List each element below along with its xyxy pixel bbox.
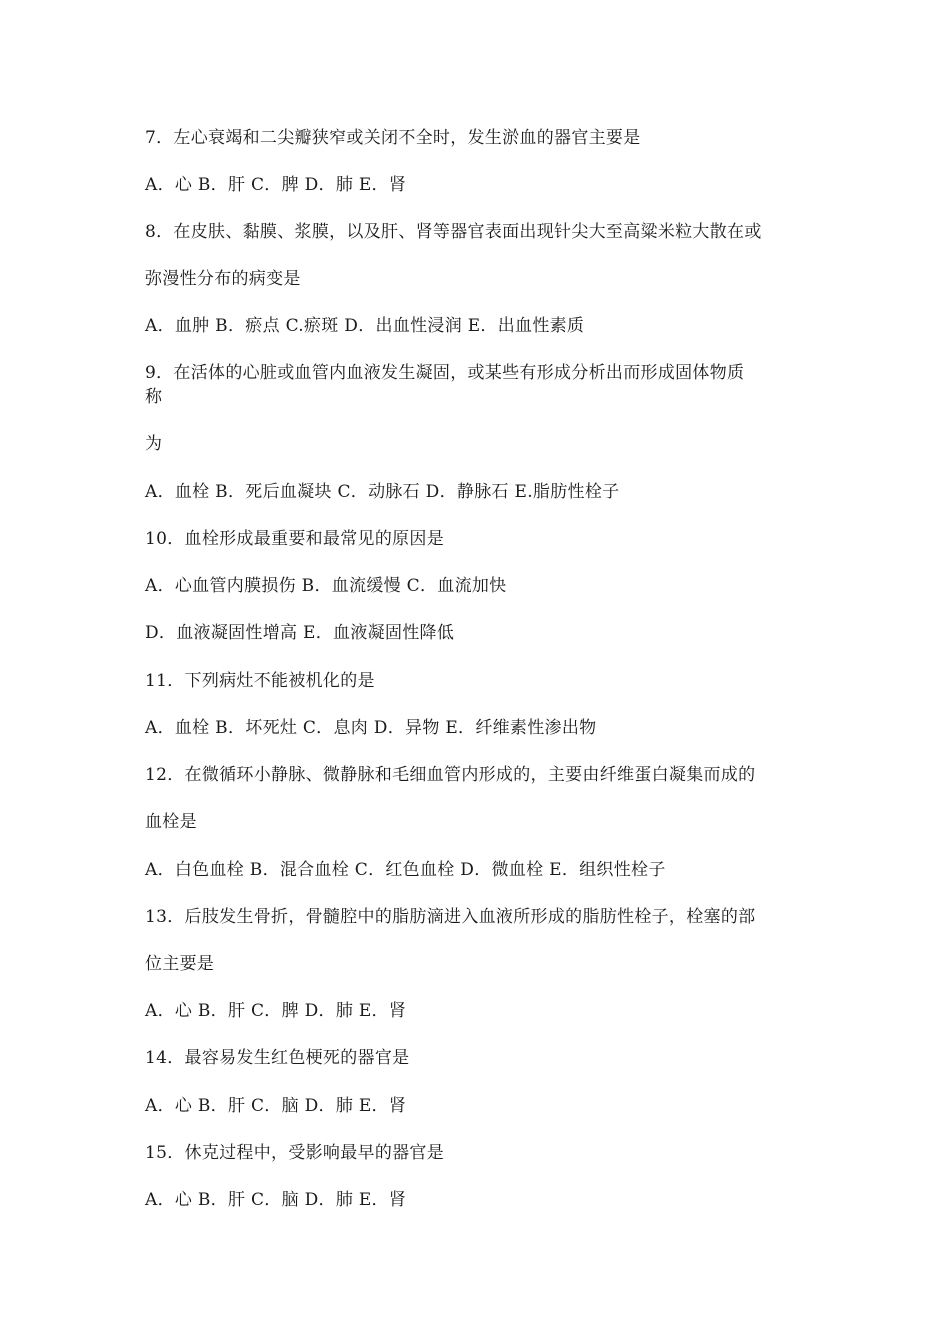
options-8: A．血肿 B．瘀点 C.瘀斑 D．出血性浸润 E．出血性素质 [145,316,585,336]
question-15: 15．休克过程中，受影响最早的器官是 [145,1143,445,1163]
options-9: A．血栓 B．死后血凝块 C．动脉石 D．静脉石 E.脂肪性栓子 [145,482,620,502]
options-11: A．血栓 B．坏死灶 C．息肉 D．异物 E．纤维素性渗出物 [145,718,597,738]
options-13: A．心 B．肝 C．脾 D．肺 E．肾 [145,1001,407,1021]
question-13: 13．后肢发生骨折，骨髓腔中的脂肪滴进入血液所形成的脂肪性栓子，栓塞的部 [145,907,756,927]
question-9: 9．在活体的心脏或血管内血液发生凝固，或某些有形成分析出而形成固体物质 [145,363,745,383]
question-11: 11．下列病灶不能被机化的是 [145,671,375,691]
question-8-continued: 弥漫性分布的病变是 [145,269,301,289]
question-12-continued: 血栓是 [145,812,197,832]
question-9-continued-2: 为 [145,434,163,454]
question-9-continued: 称 [145,387,163,407]
options-10-line-1: A．心血管内膜损伤 B．血流缓慢 C．血流加快 [145,576,507,596]
options-7: A．心 B．肝 C．脾 D．肺 E．肾 [145,175,407,195]
options-15: A．心 B．肝 C．脑 D．肺 E．肾 [145,1190,407,1210]
question-13-continued: 位主要是 [145,954,215,974]
options-10-line-2: D．血液凝固性增高 E．血液凝固性降低 [145,623,455,643]
question-12: 12．在微循环小静脉、微静脉和毛细血管内形成的，主要由纤维蛋白凝集而成的 [145,765,756,785]
question-14: 14．最容易发生红色梗死的器官是 [145,1048,410,1068]
options-12: A．白色血栓 B．混合血栓 C．红色血栓 D．微血栓 E．组织性栓子 [145,860,666,880]
question-10: 10．血栓形成最重要和最常见的原因是 [145,529,445,549]
question-8: 8．在皮肤、黏膜、浆膜，以及肝、肾等器官表面出现针尖大至高粱米粒大散在或 [145,222,762,242]
options-14: A．心 B．肝 C．脑 D．肺 E．肾 [145,1096,407,1116]
question-7: 7．左心衰竭和二尖瓣狭窄或关闭不全时，发生淤血的器官主要是 [145,128,641,148]
